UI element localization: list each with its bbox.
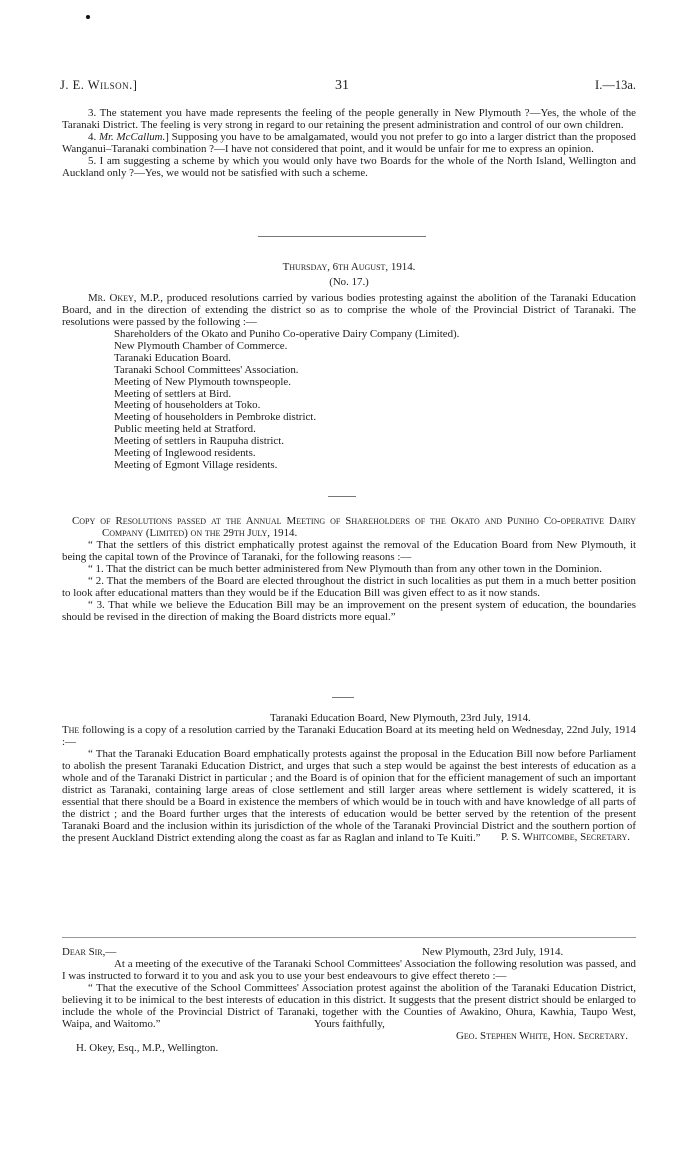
section-divider xyxy=(62,937,636,938)
okato-intro: “ That the settlers of this district emphatically protest against the removal of the Education Board from New Plymouth, it being the capital town of the Province of Taranaki, for the following reasons :— xyxy=(62,538,636,563)
letter-dateline: New Plymouth, 23rd July, 1914. xyxy=(422,946,564,958)
question-4-number: 4. xyxy=(88,130,97,143)
okey-introduction xyxy=(62,293,636,329)
resolution-bodies-list xyxy=(114,329,636,472)
list-item: Meeting of Egmont Village residents. xyxy=(114,459,278,472)
list-item: Public meeting held at Stratford. xyxy=(114,423,256,436)
question-5: 5. I am suggesting a scheme by which you would only have two Boards for the whole of the North Island, Wellington and Auckland only ?—Yes, we would not be satisfied with such a scheme. xyxy=(62,154,636,179)
list-item: Meeting of New Plymouth townspeople. xyxy=(114,375,291,388)
okey-text: , M.P., produced resolutions carried by various bodies protesting against the abolition of the Taranaki Education Board, and in the direction of extending the district so as to comprise the whole of the Provincial District of Taranaki. The resolutions were passed by the following :— xyxy=(62,291,636,328)
board-resolution-text: “ That the Taranaki Education Board emphatically protests against the proposal in the Education Bill now before Parliament to abolish the present Taranaki Education District, and urges that such a step would be against the best interests of education as a whole and of the Taranaki District in particular ; and the Board is of opinion that for the efficient management of such an important district as Taranaki, containing large areas of close settlement and still larger areas where settlement is widely scattered, it is essential that there should be a Board in existence the members of which would be in touch with and have knowledge of all parts of the district ; and the Board further urges that the interests of education would be better served by the retention of the present Taranaki Board and the inclusion within its jurisdiction of the whole of the Taranaki Provincial District and the southern portion of the present Auckland District extending along the coast as far as Raglan and inland to Te Kuiti.” xyxy=(62,747,636,844)
hearing-date: Thursday, 6th August, 1914. xyxy=(282,261,416,273)
question-4 xyxy=(62,132,636,156)
scan-speck xyxy=(86,15,90,19)
question-3: 3. The statement you have made represents the feeling of the people generally in New Plymouth ?—Yes, the whole of the Taranaki District. The feeling is very strong in regard to our retaining the present administration and control of our own children. xyxy=(62,107,636,131)
list-item: Meeting of householders in Pembroke district. xyxy=(114,411,317,424)
running-head-left: J. E. Wilson.] xyxy=(60,78,138,92)
board-intro-text: following is a copy of a resolution carried by the Taranaki Education Board at its meeting held on Wednesday, 22nd July, 1914 :— xyxy=(62,723,636,748)
section-divider xyxy=(258,236,426,237)
board-dateline: Taranaki Education Board, New Plymouth, 23rd July, 1914. xyxy=(270,712,531,724)
okato-heading: Copy of Resolutions passed at the Annual Meeting of Shareholders of the Okato and Puniho Co-operative Dairy Company (Limited) on the 29th July, 1914. xyxy=(72,515,636,539)
closing: Yours faithfully, xyxy=(314,1017,385,1030)
list-item: Meeting of settlers in Raupuha district. xyxy=(114,435,284,448)
page-number: 31 xyxy=(335,78,349,93)
list-item: Shareholders of the Okato and Puniho Co-operative Dairy Company (Limited). xyxy=(114,327,460,340)
board-signature: P. S. Whitcombe, Secretary. xyxy=(500,831,630,844)
letter-body: At a meeting of the executive of the Taranaki School Committees' Association the following resolution was passed, and I was instructed to forward it to you and ask you to use your best endeavours to give effect thereto :— xyxy=(62,957,636,982)
okato-reason-1: “ 1. That the district can be much better administered from New Plymouth than from any other town in the Dominion. xyxy=(88,562,602,575)
evidence-continued xyxy=(62,108,636,180)
short-divider xyxy=(332,697,354,698)
short-divider xyxy=(328,496,356,497)
okato-resolutions xyxy=(62,516,636,624)
okato-reason-3: “ 3. That while we believe the Education Bill may be an improvement on the present system of education, the boundaries should be revised in the direction of making the Board districts more equal.” xyxy=(62,598,636,623)
hearing-17 xyxy=(62,262,636,472)
running-head-right: I.—13a. xyxy=(595,78,636,92)
okato-reason-2: “ 2. That the members of the Board are elected throughout the district in such localities as put them in a much better position to look after educational matters than they would be if the Education Bill was given effect to as it now stands. xyxy=(62,574,636,599)
addressee: H. Okey, Esq., M.P., Wellington. xyxy=(76,1041,219,1054)
letter-signature: Geo. Stephen White, Hon. Secretary. xyxy=(456,1029,628,1042)
question-4-text: ] Supposing you have to be amalgamated, would you not prefer to go into a larger district than the proposed Wanganui–Taranaki combination ?—I have not considered that point, and it would be unfair for me to express an opinion. xyxy=(62,130,636,155)
list-item: Taranaki School Committees' Association. xyxy=(114,363,299,376)
list-item: Taranaki Education Board. xyxy=(114,351,231,364)
committees-resolution: “ That the executive of the School Committees' Association protest against the abolition of the Taranaki Education District, believing it to be inimical to the best interests of education in this district. It suggests that the present district should be enlarged to include the whole of the Provincial District of Taranaki, together with the Counties of Awakino, Ohura, Kawhia, Taupo West, Waipa, and Waitomo.” xyxy=(62,981,636,1030)
board-intro-first-word: The xyxy=(62,723,80,736)
list-item: Meeting of householders at Toko. xyxy=(114,399,261,412)
salutation: Dear Sir,— xyxy=(62,946,117,958)
letter-heading xyxy=(62,947,636,959)
okey-name: Mr. Okey xyxy=(88,291,134,304)
school-committees-letter xyxy=(62,947,636,1055)
board-intro xyxy=(62,725,636,749)
question-4-speaker: Mr. McCallum. xyxy=(98,130,166,143)
hearing-number: (No. 17.) xyxy=(329,275,369,288)
education-board-resolution xyxy=(62,713,636,844)
list-item: Meeting of settlers at Bird. xyxy=(114,387,232,400)
list-item: Meeting of Inglewood residents. xyxy=(114,447,256,460)
list-item: New Plymouth Chamber of Commerce. xyxy=(114,339,288,352)
